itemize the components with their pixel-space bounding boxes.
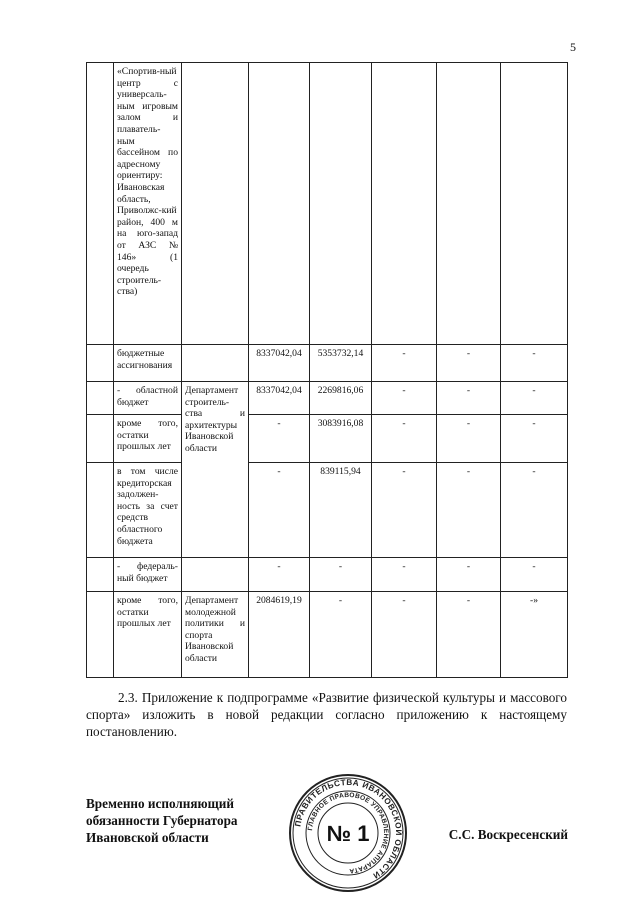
table-cell-value: 2084619,19	[249, 592, 310, 678]
table-cell-value	[310, 63, 372, 345]
table-cell-value: -	[310, 558, 372, 592]
seal-number: № 1	[326, 821, 370, 846]
table-cell-object: кроме того, остатки прошлых лет	[114, 415, 182, 463]
table-row	[87, 415, 568, 463]
table-cell-value: 2269816,06	[310, 382, 372, 415]
table-cell-value: -	[249, 463, 310, 558]
table-cell-object: - областной бюджет	[114, 382, 182, 415]
table-cell-object: бюджетные ассигнования	[114, 345, 182, 382]
table-row	[87, 63, 568, 345]
table-cell-object: «Спортив-ный центр с универсаль-ным игровым залом и плаватель-ным бассейном по адресному ориентиру: Ивановская область, Приволжс-кий район, 400 м на юго-запад от АЗС № 146» (1 очередь строитель-ства)	[114, 63, 182, 345]
table-cell-index	[87, 382, 114, 415]
signatory-title	[86, 795, 238, 846]
table-cell-index	[87, 63, 114, 345]
table-cell-value: -	[372, 463, 437, 558]
table-cell-value: 3083916,08	[310, 415, 372, 463]
table-cell-value: 8337042,04	[249, 382, 310, 415]
official-seal	[287, 772, 409, 894]
signatory-title-line: Ивановской области	[86, 830, 209, 845]
table-row	[87, 558, 568, 592]
seal-ring-text: ПРАВИТЕЛЬСТВА ИВАНОВСКОЙ ОБЛАСТИ	[293, 777, 404, 881]
body-paragraph: 2.3. Приложение к подпрограмме «Развитие физической культуры и массового спорта» изложить в новой редакции согласно приложению к настоящему постановлению.	[86, 690, 567, 739]
table-row	[87, 463, 568, 558]
signatory-title-line: Временно исполняющий	[86, 796, 234, 811]
table-cell-executor	[182, 63, 249, 345]
table-cell-value: -	[372, 558, 437, 592]
table-cell-executor	[182, 558, 249, 592]
table-cell-object: в том числе кредиторская задолжен-ность за счет средств областного бюджета	[114, 463, 182, 558]
table-cell-value: -	[249, 415, 310, 463]
table-row	[87, 592, 568, 678]
table-cell-value: -	[437, 463, 501, 558]
seal-inner-text: ГЛАВНОЕ ПРАВОВОЕ УПРАВЛЕНИЕ АППАРАТА	[307, 791, 390, 875]
table-cell-value: -	[501, 382, 568, 415]
table-cell-value: -	[437, 558, 501, 592]
table-cell-value: 839115,94	[310, 463, 372, 558]
table-cell-value: -	[372, 382, 437, 415]
budget-table	[86, 62, 568, 678]
table-cell-executor	[182, 345, 249, 382]
table-cell-index	[87, 592, 114, 678]
table-cell-object: - федераль-ный бюджет	[114, 558, 182, 592]
page-number: 5	[570, 40, 576, 54]
table-cell-value: 5353732,14	[310, 345, 372, 382]
table-cell-index	[87, 345, 114, 382]
table-cell-value: -	[372, 592, 437, 678]
table-cell-value: -	[501, 345, 568, 382]
table-cell-value: -»	[501, 592, 568, 678]
table-cell-index	[87, 558, 114, 592]
table-cell-value: 8337042,04	[249, 345, 310, 382]
table-cell-index	[87, 415, 114, 463]
table-cell-value: -	[249, 558, 310, 592]
table-cell-index	[87, 463, 114, 558]
table-cell-value: -	[372, 345, 437, 382]
table-cell-value	[501, 63, 568, 345]
table-cell-value	[249, 63, 310, 345]
table-cell-value: -	[437, 345, 501, 382]
table-cell-object: кроме того, остатки прошлых лет	[114, 592, 182, 678]
table-cell-value	[372, 63, 437, 345]
table-row	[87, 345, 568, 382]
table-cell-value: -	[437, 382, 501, 415]
signatory-name: С.С. Воскресенский	[448, 827, 568, 842]
table-cell-value: -	[501, 558, 568, 592]
table-cell-value: -	[501, 415, 568, 463]
table-cell-value: -	[501, 463, 568, 558]
table-cell-executor: Департамент строитель-ства и архитектуры Ивановской области	[182, 382, 249, 558]
table-cell-executor: Департамент молодежной политики и спорта Ивановской области	[182, 592, 249, 678]
table-cell-value: -	[437, 415, 501, 463]
signatory-title-line: обязанности Губернатора	[86, 813, 238, 828]
table-row	[87, 382, 568, 415]
table-cell-value: -	[437, 592, 501, 678]
table-cell-value: -	[310, 592, 372, 678]
table-cell-value: -	[372, 415, 437, 463]
table-cell-value	[437, 63, 501, 345]
